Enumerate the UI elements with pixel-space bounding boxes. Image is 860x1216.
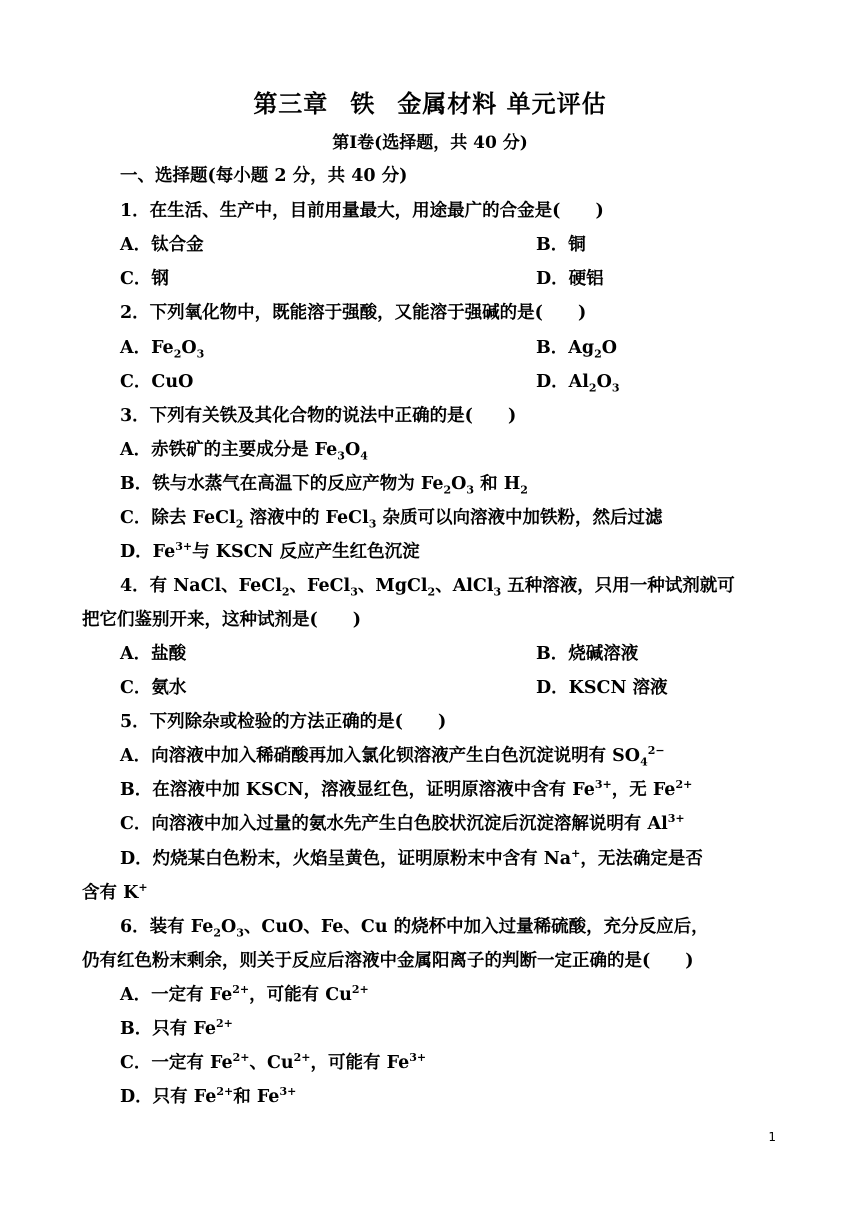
q6-stem-line2: 仍有红色粉末剩余，则关于反应后溶液中金属阳离子的判断一定正确的是( )	[82, 951, 694, 971]
q6-option-d: D．只有 $Fe^{2+}$和 $Fe^{3+}$	[120, 1085, 297, 1107]
q1-option-d: D．硬铝	[536, 269, 604, 289]
q1-option-a: A．钛合金	[120, 235, 204, 255]
q4-option-d: D．KSCN 溶液	[536, 678, 668, 698]
q1-options-cd	[120, 265, 604, 290]
q1-option-c: C．钢	[120, 269, 169, 289]
q1-stem: 1．在生活、生产中，目前用量最大，用途最广的合金是( )	[120, 201, 604, 221]
q4-options-cd	[120, 674, 668, 699]
q6-option-a: A．一定有 $Fe^{2+}$，可能有 $Cu^{2+}$	[120, 983, 369, 1005]
q4-options-ab	[120, 640, 639, 665]
q3-option-a: A．赤铁矿的主要成分是 $Fe_3O_4$	[120, 440, 368, 463]
q3-option-d: D．$Fe^{3+}$与 KSCN 反应产生红色沉淀	[120, 540, 420, 562]
q6-stem-line1: 6．装有 $Fe_2O_3$、CuO、Fe、Cu 的烧杯中加入过量稀硫酸，充分反应后，	[120, 917, 709, 940]
section-heading: 一、选择题(每小题 2 分，共 40 分)	[120, 166, 408, 186]
page-number: 1	[768, 1130, 776, 1144]
q1-options-ab	[120, 231, 586, 256]
title-iron: 铁	[350, 89, 376, 118]
q4-stem-line2: 把它们鉴别开来，这种试剂是( )	[82, 610, 362, 630]
q5-option-b: B．在溶液中加 KSCN，溶液显红色，证明原溶液中含有 $Fe^{3+}$，无 $Fe^{2+}$	[120, 778, 693, 800]
q5-option-d-line1: D．灼烧某白色粉末，火焰呈黄色，证明原粉末中含有 Na+，无法确定是否	[120, 847, 703, 869]
q5-option-d-line2: 含有 K+	[82, 881, 148, 903]
title-chapter: 第三章	[253, 89, 329, 118]
q3-stem: 3．下列有关铁及其化合物的说法中正确的是( )	[120, 406, 517, 426]
q2-option-b: B．$Ag_2O$	[536, 338, 618, 361]
q4-option-c: C．氨水	[120, 678, 187, 698]
q5-stem: 5．下列除杂或检验的方法正确的是( )	[120, 712, 447, 732]
q2-option-a: A．$Fe_2O_3$	[120, 338, 205, 361]
q4-stem-line1: 4．有 NaCl、FeCl$_2$、FeCl$_3$、MgCl$_2$、AlCl$_3$ 五种溶液，只用一种试剂就可	[120, 576, 735, 599]
q2-option-c: C．CuO	[120, 372, 194, 392]
q6-option-c: C．一定有 $Fe^{2+}$、$Cu^{2+}$，可能有 $Fe^{3+}$	[120, 1051, 427, 1073]
q3-option-b: B．铁与水蒸气在高温下的反应产物为 $Fe_2O_3$ 和 $H_2$	[120, 474, 528, 497]
page-subtitle: 第Ⅰ卷(选择题，共 40 分)	[332, 133, 528, 153]
q3-option-c: C．除去 FeCl$_2$ 溶液中的 FeCl$_3$ 杂质可以向溶液中加铁粉，然后过滤	[120, 508, 663, 531]
q5-option-c: C．向溶液中加入过量的氨水先产生白色胶状沉淀后沉淀溶解说明有 $Al^{3+}$	[120, 812, 685, 834]
q2-options-ab	[120, 334, 618, 361]
title-rest: 金属材料 单元评估	[397, 89, 607, 118]
q2-option-d: D．$Al_2O_3$	[536, 372, 620, 395]
q2-options-cd	[120, 368, 620, 395]
q4-option-b: B．烧碱溶液	[536, 644, 639, 664]
q5-option-a: A．向溶液中加入稀硝酸再加入氯化钡溶液产生白色沉淀说明有 $SO_4^{2-}$	[120, 744, 665, 769]
q4-option-a: A．盐酸	[120, 644, 187, 664]
page-title	[0, 84, 860, 119]
q1-option-b: B．铜	[536, 235, 586, 255]
q6-option-b: B．只有 $Fe^{2+}$	[120, 1017, 233, 1039]
q2-stem: 2．下列氧化物中，既能溶于强酸，又能溶于强碱的是( )	[120, 303, 587, 323]
